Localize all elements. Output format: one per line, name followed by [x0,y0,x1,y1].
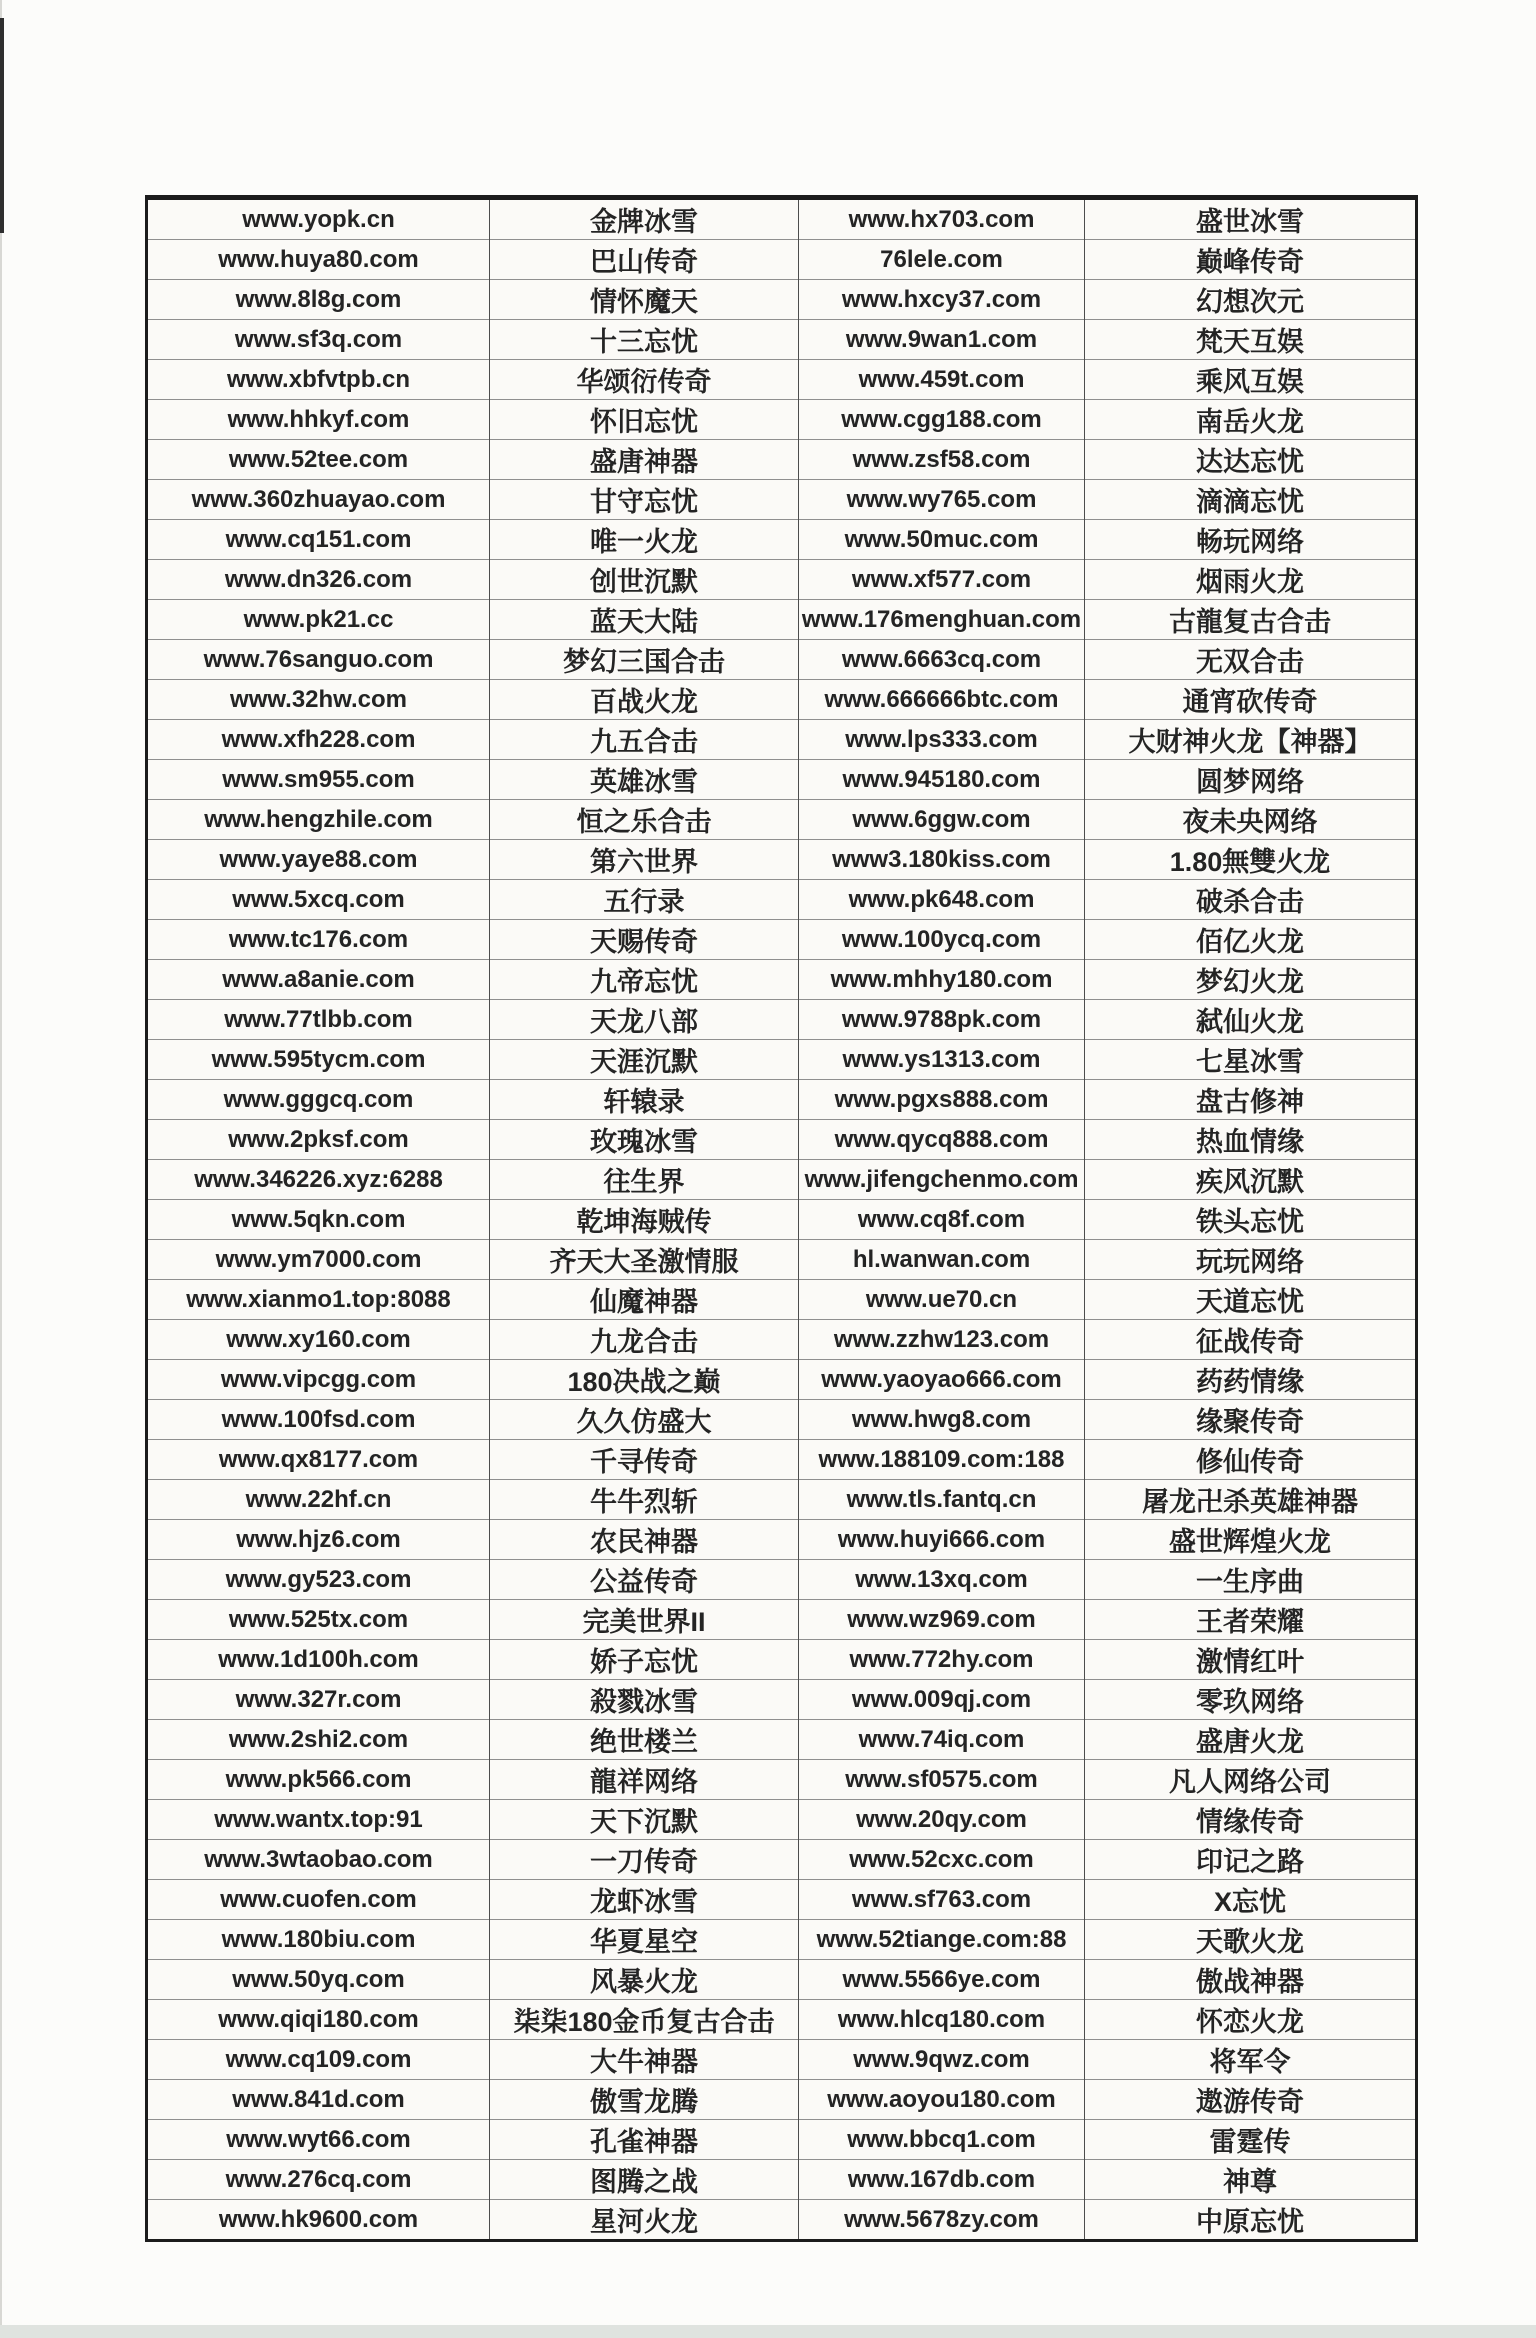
site-url-cell: www.sf0575.com [799,1760,1085,1800]
site-url-cell: www.50muc.com [799,520,1085,560]
site-url-cell: www.ys1313.com [799,1040,1085,1080]
table-row [147,640,1417,680]
game-name-cell: 柒柒180金币复古合击 [490,2000,799,2040]
site-url-cell: www.5566ye.com [799,1960,1085,2000]
site-url-cell: www.qiqi180.com [147,2000,490,2040]
site-url-cell: www.167db.com [799,2160,1085,2200]
table-row [147,1720,1417,1760]
game-name-cell: 幻想次元 [1085,280,1417,320]
game-name-cell: 神尊 [1085,2160,1417,2200]
table-row [147,920,1417,960]
game-name-cell: 缘聚传奇 [1085,1400,1417,1440]
table-row [147,240,1417,280]
game-name-cell: 大牛神器 [490,2040,799,2080]
game-name-cell: 修仙传奇 [1085,1440,1417,1480]
game-name-cell: 雷霆传 [1085,2120,1417,2160]
site-url-cell: www.pk566.com [147,1760,490,1800]
game-name-cell: 中原忘忧 [1085,2200,1417,2241]
site-url-cell: www.841d.com [147,2080,490,2120]
game-name-cell: 通宵砍传奇 [1085,680,1417,720]
site-url-cell: www.cq109.com [147,2040,490,2080]
site-url-cell: www.666666btc.com [799,680,1085,720]
site-url-cell: www.100fsd.com [147,1400,490,1440]
game-name-cell: 盛世辉煌火龙 [1085,1520,1417,1560]
game-name-cell: 乾坤海贼传 [490,1200,799,1240]
table-row [147,1680,1417,1720]
site-url-cell: www.20qy.com [799,1800,1085,1840]
table-row [147,2120,1417,2160]
game-name-cell: 达达忘忧 [1085,440,1417,480]
game-name-cell: 巴山传奇 [490,240,799,280]
game-name-cell: 星河火龙 [490,2200,799,2241]
scan-artifact-bottom-band [0,2325,1536,2338]
site-url-cell: www.zzhw123.com [799,1320,1085,1360]
game-name-cell: 孔雀神器 [490,2120,799,2160]
game-name-cell: 铁头忘忧 [1085,1200,1417,1240]
site-url-cell: www.13xq.com [799,1560,1085,1600]
game-name-cell: 盛世冰雪 [1085,198,1417,240]
table-row [147,680,1417,720]
table-row [147,320,1417,360]
table-row [147,1760,1417,1800]
table-row [147,1240,1417,1280]
table-row [147,1840,1417,1880]
game-name-cell: 征战传奇 [1085,1320,1417,1360]
table-row [147,720,1417,760]
game-name-cell: 圆梦网络 [1085,760,1417,800]
site-url-cell: www.50yq.com [147,1960,490,2000]
site-url-cell: www.2shi2.com [147,1720,490,1760]
game-name-cell: 第六世界 [490,840,799,880]
site-url-cell: www.gy523.com [147,1560,490,1600]
game-name-cell: 唯一火龙 [490,520,799,560]
table-row [147,1320,1417,1360]
site-url-cell: www.xianmo1.top:8088 [147,1280,490,1320]
game-name-cell: 畅玩网络 [1085,520,1417,560]
game-name-cell: 盘古修神 [1085,1080,1417,1120]
table-row [147,1160,1417,1200]
site-url-cell: www.yaye88.com [147,840,490,880]
site-url-cell: www.9qwz.com [799,2040,1085,2080]
site-url-cell: www.525tx.com [147,1600,490,1640]
game-name-cell: 一生序曲 [1085,1560,1417,1600]
game-name-cell: 天赐传奇 [490,920,799,960]
game-name-cell: 牛牛烈斩 [490,1480,799,1520]
game-name-cell: 傲战神器 [1085,1960,1417,2000]
game-name-cell: 破杀合击 [1085,880,1417,920]
game-name-cell: 180决战之巅 [490,1360,799,1400]
game-name-cell: 滴滴忘忧 [1085,480,1417,520]
table-row [147,960,1417,1000]
game-name-cell: 恒之乐合击 [490,800,799,840]
site-url-cell: www.sf3q.com [147,320,490,360]
table-row [147,1080,1417,1120]
table-row [147,1440,1417,1480]
site-url-cell: www.lps333.com [799,720,1085,760]
game-name-cell: 屠龙卍杀英雄神器 [1085,1480,1417,1520]
site-url-cell: www.sm955.com [147,760,490,800]
site-url-cell: www.327r.com [147,1680,490,1720]
site-url-cell: www.6663cq.com [799,640,1085,680]
site-url-cell: www3.180kiss.com [799,840,1085,880]
game-name-cell: 梦幻火龙 [1085,960,1417,1000]
game-name-cell: 将军令 [1085,2040,1417,2080]
table-row [147,840,1417,880]
site-url-cell: www.8l8g.com [147,280,490,320]
game-name-cell: 玫瑰冰雪 [490,1120,799,1160]
site-url-cell: www.cuofen.com [147,1880,490,1920]
table-row [147,480,1417,520]
game-name-cell: 龍祥网络 [490,1760,799,1800]
site-url-cell: www.hk9600.com [147,2200,490,2241]
table-row [147,2200,1417,2241]
game-name-cell: 药药情缘 [1085,1360,1417,1400]
site-url-cell: www.3wtaobao.com [147,1840,490,1880]
game-name-cell: 傲雪龙腾 [490,2080,799,2120]
game-name-cell: 往生界 [490,1160,799,1200]
game-name-cell: 久久仿盛大 [490,1400,799,1440]
game-name-cell: 王者荣耀 [1085,1600,1417,1640]
site-url-cell: www.188109.com:188 [799,1440,1085,1480]
table-row [147,1960,1417,2000]
game-sites-table-body [147,198,1417,2241]
site-url-cell: www.xbfvtpb.cn [147,360,490,400]
table-row [147,1920,1417,1960]
game-name-cell: 情怀魔天 [490,280,799,320]
game-name-cell: X忘忧 [1085,1880,1417,1920]
game-name-cell: 凡人网络公司 [1085,1760,1417,1800]
game-name-cell: 天歌火龙 [1085,1920,1417,1960]
table-row [147,800,1417,840]
game-name-cell: 零玖网络 [1085,1680,1417,1720]
game-name-cell: 甘守忘忧 [490,480,799,520]
site-url-cell: www.9788pk.com [799,1000,1085,1040]
site-url-cell: www.xf577.com [799,560,1085,600]
game-name-cell: 风暴火龙 [490,1960,799,2000]
game-name-cell: 夜未央网络 [1085,800,1417,840]
site-url-cell: www.176menghuan.com [799,600,1085,640]
game-name-cell: 印记之路 [1085,1840,1417,1880]
table-row [147,560,1417,600]
site-url-cell: www.772hy.com [799,1640,1085,1680]
site-url-cell: 76lele.com [799,240,1085,280]
site-url-cell: www.22hf.cn [147,1480,490,1520]
site-url-cell: www.hengzhile.com [147,800,490,840]
site-url-cell: www.jifengchenmo.com [799,1160,1085,1200]
site-url-cell: www.ue70.cn [799,1280,1085,1320]
table-row [147,1280,1417,1320]
site-url-cell: www.bbcq1.com [799,2120,1085,2160]
site-url-cell: www.yaoyao666.com [799,1360,1085,1400]
site-url-cell: www.wantx.top:91 [147,1800,490,1840]
site-url-cell: www.52tiange.com:88 [799,1920,1085,1960]
game-name-cell: 农民神器 [490,1520,799,1560]
game-name-cell: 情缘传奇 [1085,1800,1417,1840]
site-url-cell: www.hxcy37.com [799,280,1085,320]
site-url-cell: www.sf763.com [799,1880,1085,1920]
site-url-cell: www.cq151.com [147,520,490,560]
game-name-cell: 五行录 [490,880,799,920]
game-name-cell: 九帝忘忧 [490,960,799,1000]
game-name-cell: 古龍复古合击 [1085,600,1417,640]
site-url-cell: www.945180.com [799,760,1085,800]
site-url-cell: www.76sanguo.com [147,640,490,680]
table-row [147,1000,1417,1040]
game-name-cell: 佰亿火龙 [1085,920,1417,960]
game-name-cell: 梵天互娱 [1085,320,1417,360]
game-name-cell: 乘风互娱 [1085,360,1417,400]
game-name-cell: 英雄冰雪 [490,760,799,800]
site-url-cell: www.dn326.com [147,560,490,600]
game-name-cell: 盛唐火龙 [1085,1720,1417,1760]
site-url-cell: www.vipcgg.com [147,1360,490,1400]
game-name-cell: 十三忘忧 [490,320,799,360]
table-row [147,1040,1417,1080]
table-row [147,1560,1417,1600]
game-name-cell: 九五合击 [490,720,799,760]
site-url-cell: www.qx8177.com [147,1440,490,1480]
site-url-cell: www.2pksf.com [147,1120,490,1160]
game-name-cell: 华颂衍传奇 [490,360,799,400]
game-name-cell: 大财神火龙【神器】 [1085,720,1417,760]
table-row [147,1640,1417,1680]
table-row [147,2160,1417,2200]
game-name-cell: 无双合击 [1085,640,1417,680]
site-url-cell: www.cgg188.com [799,400,1085,440]
game-name-cell: 千寻传奇 [490,1440,799,1480]
table-row [147,360,1417,400]
game-name-cell: 盛唐神器 [490,440,799,480]
game-name-cell: 龙虾冰雪 [490,1880,799,1920]
game-name-cell: 完美世界II [490,1600,799,1640]
site-url-cell: www.hlcq180.com [799,2000,1085,2040]
game-name-cell: 天下沉默 [490,1800,799,1840]
game-name-cell: 激情红叶 [1085,1640,1417,1680]
table-row [147,760,1417,800]
site-url-cell: www.wy765.com [799,480,1085,520]
site-url-cell: www.009qj.com [799,1680,1085,1720]
site-url-cell: www.5qkn.com [147,1200,490,1240]
site-url-cell: www.180biu.com [147,1920,490,1960]
game-name-cell: 遨游传奇 [1085,2080,1417,2120]
site-url-cell: www.77tlbb.com [147,1000,490,1040]
table-row [147,2040,1417,2080]
site-url-cell: www.52cxc.com [799,1840,1085,1880]
site-url-cell: www.ym7000.com [147,1240,490,1280]
game-name-cell: 巅峰传奇 [1085,240,1417,280]
scan-artifact-left-edge-mark [0,18,4,233]
site-url-cell: www.32hw.com [147,680,490,720]
site-url-cell: www.tls.fantq.cn [799,1480,1085,1520]
game-name-cell: 金牌冰雪 [490,198,799,240]
site-url-cell: www.tc176.com [147,920,490,960]
site-url-cell: www.huya80.com [147,240,490,280]
game-name-cell: 热血情缘 [1085,1120,1417,1160]
game-name-cell: 怀恋火龙 [1085,2000,1417,2040]
game-name-cell: 创世沉默 [490,560,799,600]
game-name-cell: 怀旧忘忧 [490,400,799,440]
site-url-cell: hl.wanwan.com [799,1240,1085,1280]
table-row [147,1120,1417,1160]
game-name-cell: 梦幻三国合击 [490,640,799,680]
site-url-cell: www.wyt66.com [147,2120,490,2160]
game-name-cell: 天道忘忧 [1085,1280,1417,1320]
site-url-cell: www.9wan1.com [799,320,1085,360]
game-name-cell: 华夏星空 [490,1920,799,1960]
table-row [147,1880,1417,1920]
table-row [147,2000,1417,2040]
game-name-cell: 七星冰雪 [1085,1040,1417,1080]
game-name-cell: 烟雨火龙 [1085,560,1417,600]
site-url-cell: www.a8anie.com [147,960,490,1000]
site-url-cell: www.huyi666.com [799,1520,1085,1560]
table-row [147,280,1417,320]
table-row [147,600,1417,640]
game-name-cell: 天涯沉默 [490,1040,799,1080]
site-url-cell: www.5678zy.com [799,2200,1085,2241]
game-name-cell: 齐天大圣激情服 [490,1240,799,1280]
game-name-cell: 公益传奇 [490,1560,799,1600]
site-url-cell: www.5xcq.com [147,880,490,920]
scan-artifact-left-edge-faint [0,0,2,2338]
game-sites-table [145,195,1418,2242]
game-name-cell: 1.80無雙火龙 [1085,840,1417,880]
site-url-cell: www.pk648.com [799,880,1085,920]
site-url-cell: www.346226.xyz:6288 [147,1160,490,1200]
table-row [147,198,1417,240]
table-row [147,1800,1417,1840]
game-name-cell: 娇子忘忧 [490,1640,799,1680]
game-name-cell: 蓝天大陆 [490,600,799,640]
game-name-cell: 轩辕录 [490,1080,799,1120]
site-url-cell: www.wz969.com [799,1600,1085,1640]
site-url-cell: www.74iq.com [799,1720,1085,1760]
game-name-cell: 弑仙火龙 [1085,1000,1417,1040]
game-name-cell: 天龙八部 [490,1000,799,1040]
site-url-cell: www.hx703.com [799,198,1085,240]
site-url-cell: www.gggcq.com [147,1080,490,1120]
site-url-cell: www.1d100h.com [147,1640,490,1680]
site-url-cell: www.hwg8.com [799,1400,1085,1440]
table-row [147,2080,1417,2120]
site-url-cell: www.aoyou180.com [799,2080,1085,2120]
game-name-cell: 百战火龙 [490,680,799,720]
table-row [147,1600,1417,1640]
game-name-cell: 殺戮冰雪 [490,1680,799,1720]
site-url-cell: www.xfh228.com [147,720,490,760]
table-row [147,440,1417,480]
site-url-cell: www.pgxs888.com [799,1080,1085,1120]
site-url-cell: www.52tee.com [147,440,490,480]
site-url-cell: www.459t.com [799,360,1085,400]
site-url-cell: www.100ycq.com [799,920,1085,960]
site-url-cell: www.hjz6.com [147,1520,490,1560]
table-row [147,1520,1417,1560]
table-row [147,1400,1417,1440]
site-url-cell: www.pk21.cc [147,600,490,640]
site-url-cell: www.hhkyf.com [147,400,490,440]
table-row [147,880,1417,920]
game-name-cell: 图腾之战 [490,2160,799,2200]
table-row [147,520,1417,560]
game-name-cell: 仙魔神器 [490,1280,799,1320]
game-name-cell: 玩玩网络 [1085,1240,1417,1280]
game-name-cell: 绝世楼兰 [490,1720,799,1760]
site-url-cell: www.qycq888.com [799,1120,1085,1160]
site-url-cell: www.6ggw.com [799,800,1085,840]
game-name-cell: 疾风沉默 [1085,1160,1417,1200]
game-name-cell: 九龙合击 [490,1320,799,1360]
site-url-cell: www.360zhuayao.com [147,480,490,520]
site-url-cell: www.xy160.com [147,1320,490,1360]
table-row [147,1480,1417,1520]
game-name-cell: 南岳火龙 [1085,400,1417,440]
site-url-cell: www.yopk.cn [242,205,395,233]
site-url-cell: www.mhhy180.com [799,960,1085,1000]
site-url-cell: www.276cq.com [147,2160,490,2200]
site-url-cell: www.zsf58.com [799,440,1085,480]
site-url-cell: www.cq8f.com [799,1200,1085,1240]
game-name-cell: 一刀传奇 [490,1840,799,1880]
table-row [147,1360,1417,1400]
table-row [147,400,1417,440]
site-url-cell: www.595tycm.com [147,1040,490,1080]
table-row [147,1200,1417,1240]
